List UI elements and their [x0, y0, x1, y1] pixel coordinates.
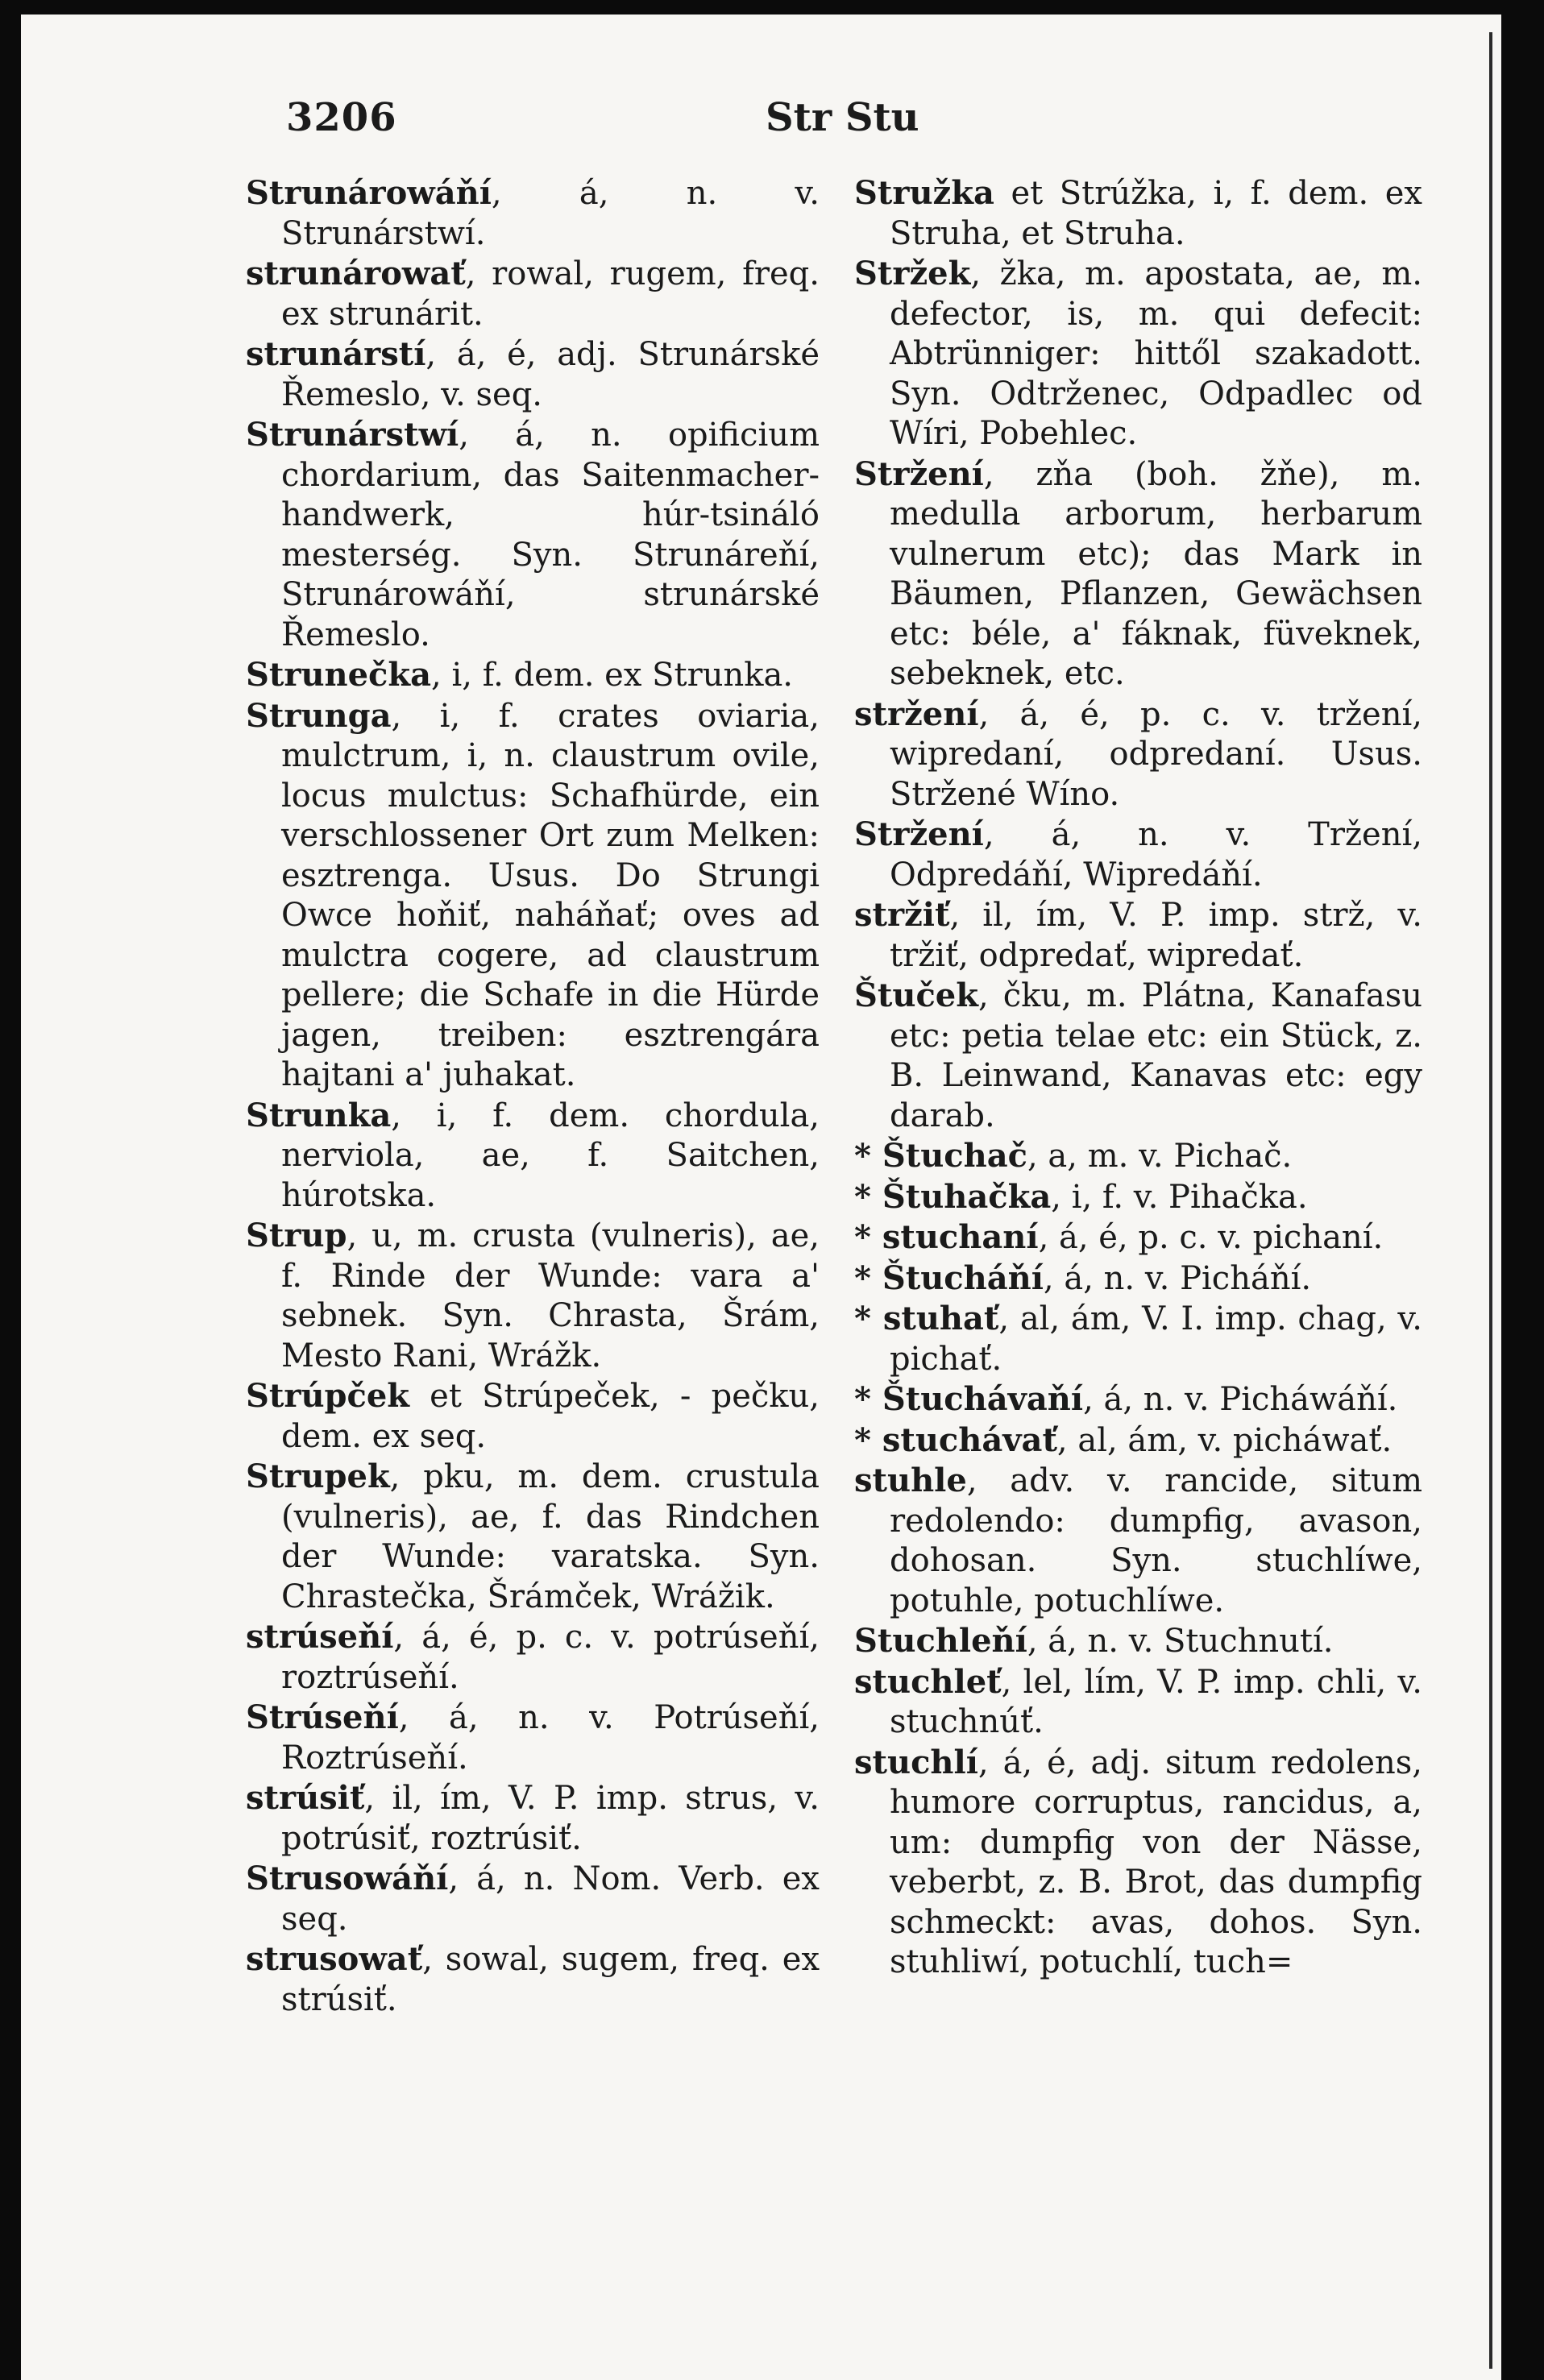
entry-definition: , á, é, p. c. v. tržení, wipredaní, odpredaní. Usus. Stržené Wíno.: [890, 695, 1422, 813]
entry-headword: Strusowáňí: [246, 1860, 449, 1897]
entry-headword: stržení: [854, 695, 979, 733]
dictionary-entry: [246, 696, 820, 1096]
entry-definition: , i, f. dem. chordula, nerviola, ae, f. Saitchen, húrotska.: [281, 1097, 820, 1214]
entry-definition: , al, ám, v. picháwať.: [1056, 1421, 1393, 1459]
entry-definition: , i, f. crates oviaria, mulctrum, i, n. claustrum ovile, locus mulctus: Schafhürde, ein verschlossener Ort zum Melken: esztrenga. Usus. Do Strungi Owce hoňiť, naháňať; oves ad mulctra cogere, ad claustrum pellere; die Schafe in die Hürde jagen, treiben: esztrengára hajtani a' juhakat.: [281, 697, 820, 1093]
entry-headword: stuhle: [854, 1462, 967, 1499]
dictionary-entry: [854, 976, 1422, 1136]
scan-border-left: [0, 0, 21, 2380]
entry-definition: , žka, m. apostata, ae, m. defector, is, m. qui defecit: Abtrünniger: hittől szakadott. Syn. Odtrženec, Odpadlec od Wíri, Pobehlec.: [890, 255, 1422, 452]
left-column: [246, 173, 820, 2020]
dictionary-entry: [246, 1617, 820, 1698]
dictionary-entry: [246, 1778, 820, 1859]
entry-definition: , á, n. v. Picháwáňí.: [1083, 1381, 1398, 1418]
dictionary-entry: [854, 1379, 1422, 1420]
entry-headword: strúsiť: [246, 1779, 365, 1817]
entry-definition: , il, ím, V. P. imp. strž, v. tržiť, odpredať, wipredať.: [890, 897, 1422, 974]
dictionary-entry: [854, 1217, 1422, 1258]
entry-headword: strunárowať: [246, 255, 466, 292]
entry-definition: , á, n. v. Picháňí.: [1043, 1259, 1312, 1297]
dictionary-entry: [854, 1258, 1422, 1300]
scan-border-right: [1501, 0, 1544, 2380]
entry-headword: Stržení: [854, 815, 984, 853]
entry-definition: , á, n. v. Potrúseňí, Roztrúseňí.: [281, 1699, 820, 1777]
dictionary-entry: [854, 895, 1422, 976]
dictionary-entry: [246, 1457, 820, 1617]
entry-definition: , i, f. dem. ex Strunka.: [431, 657, 794, 694]
entry-definition: , rowal, rugem, freq. ex strunárit.: [281, 255, 820, 333]
dictionary-entry: [246, 1698, 820, 1778]
dictionary-entry: [854, 1177, 1422, 1218]
entry-headword: Strunárstwí: [246, 416, 459, 454]
entry-headword: * stuhať: [854, 1300, 999, 1337]
dictionary-entry: [246, 1939, 820, 2020]
entry-headword: stržiť: [854, 896, 950, 934]
entry-definition: , á, é, p. c. v. pichaní.: [1038, 1219, 1384, 1256]
entry-headword: Strúpček: [246, 1377, 410, 1415]
entry-headword: Strunka: [246, 1096, 392, 1134]
entry-headword: * stuchávať: [854, 1420, 1057, 1459]
dictionary-entry: [246, 1376, 820, 1457]
dictionary-entry: [246, 1859, 820, 1939]
entry-definition: , á, é, adj. Strunárské Řemeslo, v. seq.: [281, 336, 820, 413]
binding-gutter-line: [1489, 32, 1492, 2369]
entry-headword: * Štuchač: [854, 1137, 1027, 1175]
entry-headword: Stržek: [854, 255, 971, 292]
right-column: [854, 173, 1422, 1983]
dictionary-entry: [854, 1621, 1422, 1662]
entry-definition: , zňa (boh. žňe), m. medulla arborum, herbarum vulnerum etc); das Mark in Bäumen, Pflanzen, Gewächsen etc: béle, a' fáknak, füveknek, sebeknek, etc.: [890, 455, 1422, 692]
dictionary-entry: [854, 173, 1422, 254]
dictionary-entry: [246, 415, 820, 655]
dictionary-entry: [246, 1216, 820, 1376]
entry-definition: , á, n. v. Stuchnutí.: [1027, 1623, 1334, 1660]
entry-definition: , a, m. v. Pichač.: [1027, 1138, 1293, 1175]
entry-headword: Strup: [246, 1217, 347, 1254]
page-number: 3206: [286, 95, 397, 140]
entry-headword: * Štuhačka: [854, 1177, 1052, 1216]
entry-definition: , u, m. crusta (vulneris), ae, f. Rinde der Wunde: vara a' sebnek. Syn. Chrasta, Šrám, Mesto Rani, Wrážk.: [281, 1217, 820, 1375]
entry-headword: Stružka: [854, 174, 994, 212]
entry-headword: Strúseňí: [246, 1698, 399, 1736]
entry-headword: strusowať: [246, 1940, 423, 1978]
entry-headword: strúseňí: [246, 1618, 394, 1656]
dictionary-entry: [854, 1662, 1422, 1743]
entry-definition: , á, é, adj. situm redolens, humore corruptus, rancidus, a, um: dumpfig von der Nässe, veberbt, z. B. Brot, das dumpfig schmeckt: avas, dohos. Syn. stuhliwí, potuchlí, tuch=: [890, 1744, 1422, 1980]
dictionary-entry: [854, 1136, 1422, 1177]
dictionary-entry: [246, 1096, 820, 1217]
entry-headword: * Štucháňí: [854, 1258, 1044, 1297]
entry-definition: , i, f. v. Pihačka.: [1051, 1178, 1308, 1216]
entry-headword: Stržení: [854, 454, 984, 493]
running-head: Str Stu: [766, 95, 919, 140]
dictionary-entry: [246, 173, 820, 254]
dictionary-entry: [246, 334, 820, 415]
entry-definition: , á, n. v. Strunárstwí.: [281, 175, 820, 252]
entry-definition: , lel, lím, V. P. imp. chli, v. stuchnúť.: [890, 1663, 1422, 1740]
entry-headword: Stuchleňí: [854, 1622, 1027, 1660]
dictionary-entry: [246, 655, 820, 696]
scan-border-top: [0, 0, 1544, 15]
dictionary-entry: [854, 454, 1422, 695]
dictionary-entry: [854, 1420, 1422, 1462]
entry-headword: Strunárowáňí: [246, 174, 492, 212]
dictionary-entry: [854, 1743, 1422, 1983]
entry-definition: et Strúžka, i, f. dem. ex Struha, et Struha.: [890, 175, 1422, 252]
entry-headword: Strupek: [246, 1457, 390, 1495]
entry-definition: , adv. v. rancide, situm redolendo: dumpfig, avason, dohosan. Syn. stuchlíwe, potuhle, potuchlíwe.: [890, 1462, 1422, 1619]
entry-definition: , il, ím, V. P. imp. strus, v. potrúsiť, roztrúsiť.: [281, 1780, 820, 1857]
dictionary-entry: [854, 815, 1422, 895]
entry-definition: , á, é, p. c. v. potrúseňí, roztrúseňí.: [281, 1619, 820, 1696]
dictionary-entry: [854, 1461, 1422, 1621]
dictionary-entry: [854, 1299, 1422, 1379]
entry-headword: * Štuchávaňí: [854, 1380, 1084, 1418]
entry-definition: , čku, m. Plátna, Kanafasu etc: petia telae etc: ein Stück, z. B. Leinwand, Kanavas etc: egy darab.: [890, 977, 1422, 1134]
entry-definition: et Strúpeček, - pečku, dem. ex seq.: [281, 1378, 820, 1455]
dictionary-entry: [854, 695, 1422, 815]
entry-definition: , al, ám, V. I. imp. chag, v. pichať.: [890, 1300, 1422, 1378]
dictionary-entry: [854, 254, 1422, 454]
entry-definition: , pku, m. dem. crustula (vulneris), ae, f. das Rindchen der Wunde: varatska. Syn. Chrastečka, Šrámček, Wrážik.: [281, 1458, 820, 1615]
entry-definition: , sowal, sugem, freq. ex strúsiť.: [281, 1941, 820, 2018]
entry-headword: strunárstí: [246, 335, 426, 373]
entry-headword: Štuček: [854, 976, 978, 1014]
dictionary-entry: [246, 254, 820, 334]
entry-headword: Strunečka: [246, 656, 432, 694]
entry-headword: stuchleť: [854, 1662, 1002, 1701]
entry-definition: , á, n. opificium chordarium, das Saitenmacher-handwerk, húr-tsináló mesterség. Syn. Strunáreňí, Strunárowáňí, strunárské Řemeslo.: [281, 417, 820, 653]
entry-headword: * stuchaní: [854, 1218, 1039, 1256]
entry-definition: , á, n. Nom. Verb. ex seq.: [281, 1860, 820, 1938]
entry-headword: Strunga: [246, 696, 392, 735]
entry-definition: , á, n. v. Tržení, Odpredáňí, Wipredáňí.: [890, 816, 1422, 894]
entry-headword: stuchlí: [854, 1743, 978, 1781]
